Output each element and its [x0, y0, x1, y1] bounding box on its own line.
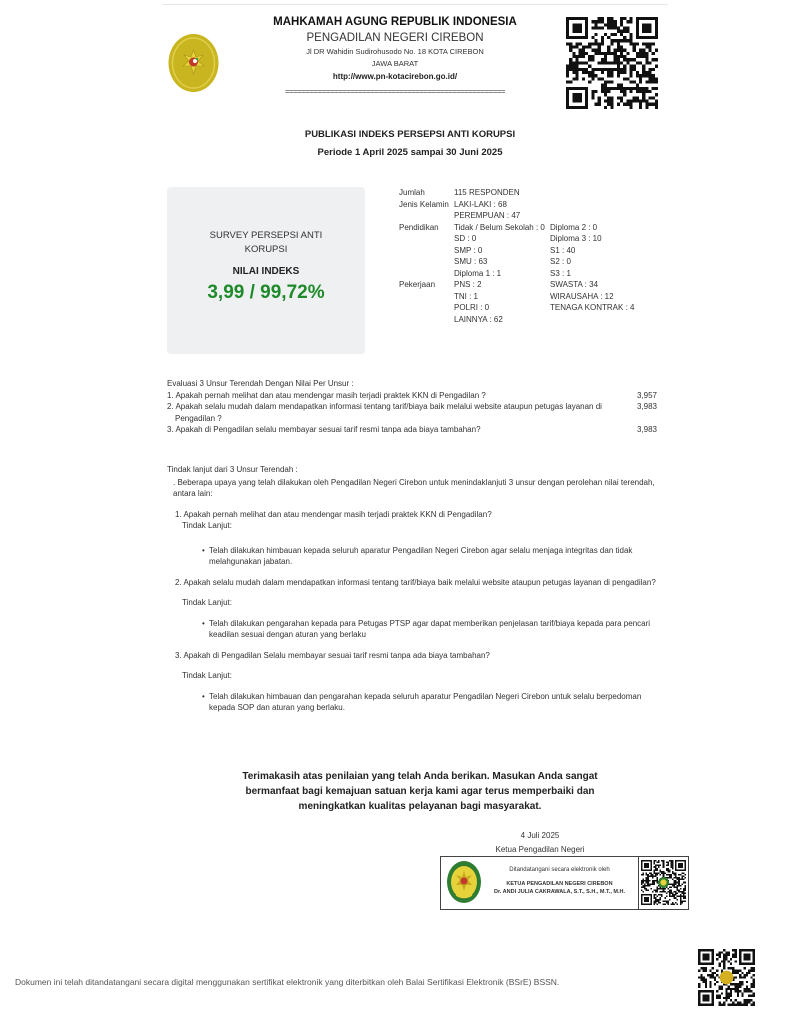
evaluation-item — [167, 390, 657, 402]
job-value: PNS : 2 — [454, 280, 482, 289]
court-website-link[interactable]: http://www.pn-kotacirebon.go.id/ — [332, 72, 458, 81]
education-value: S1 : 40 — [550, 245, 576, 255]
job-value: TNI : 1 — [454, 291, 479, 301]
education-value: SMP : 0 — [454, 245, 483, 255]
follow-up-action — [167, 618, 657, 641]
evaluation-section — [167, 378, 657, 436]
evaluation-heading: Evaluasi 3 Unsur Terendah Dengan Nilai Per Unsur : — [167, 379, 354, 388]
electronic-signature-box — [440, 856, 689, 910]
jumlah-label: Jumlah — [399, 188, 425, 197]
signer-title: KETUA PENGADILAN NEGERI CIREBON — [506, 881, 613, 887]
job-label: Pekerjaan — [399, 280, 436, 289]
education-value: Diploma 3 : 10 — [550, 234, 602, 243]
follow-up-question: 3. Apakah di Pengadilan Selalu membayar sesuai tarif resmi tanpa ada biaya tambahan? — [175, 650, 490, 660]
education-value: Diploma 1 : 1 — [454, 268, 502, 278]
education-value: Tidak / Belum Sekolah : 0 — [454, 222, 545, 232]
index-card-label: SURVEY PERSEPSI ANTI KORUPSI — [209, 230, 323, 255]
education-value: SD : 0 — [454, 234, 477, 243]
letterhead — [240, 15, 550, 98]
qr-code-icon — [566, 17, 658, 109]
job-value: SWASTA : 34 — [550, 280, 599, 289]
court-province: JAWA BARAT — [371, 59, 419, 68]
follow-up-label: Tindak Lanjut: — [182, 598, 232, 607]
education-value: SMU : 63 — [454, 257, 488, 266]
evaluation-score: 3,957 — [636, 390, 657, 400]
court-name: PENGADILAN NEGERI CIREBON — [306, 32, 484, 44]
signature-divider — [638, 857, 639, 909]
job-value: POLRI : 0 — [454, 303, 490, 312]
follow-up-action — [167, 691, 657, 714]
index-card — [167, 187, 365, 354]
digital-signature-footer: Dokumen ini telah ditandatangani secara digital menggunakan sertifikat elektronik yang diterbitkan oleh Balai Sertifikasi Elektronik (BSrE) BSSN. — [15, 977, 560, 987]
institution-name: MAHKAMAH AGUNG REPUBLIK INDONESIA — [273, 16, 517, 28]
follow-up-action-text: Telah dilakukan himbauan kepada seluruh aparatur Pengadilan Negeri Cirebon agar selalu menjaga integritas dan tidak melahgunakan jabatan. — [209, 545, 633, 566]
follow-up-label: Tindak Lanjut: — [182, 521, 232, 530]
signature-position: Ketua Pengadilan Negeri — [495, 845, 585, 854]
follow-up-question: 2. Apakah selalu mudah dalam mendapatkan informasi tentang tarif/biaya baik melalui website ataupun petugas layanan di pengadilan? — [175, 577, 656, 587]
follow-up-action — [167, 545, 657, 568]
bullet-icon: • — [202, 618, 205, 628]
title-main: PUBLIKASI INDEKS PERSEPSI ANTI KORUPSI — [304, 129, 516, 140]
evaluation-score: 3,983 — [636, 402, 657, 411]
thank-you-message: Terimakasih atas penilaian yang telah Anda berikan. Masukan Anda sangat bermanfaat bagi kemajuan satuan kerja kami agar terus memperbaiki dan meningkatkan kualitas pelayanan bagi masyarakat. — [242, 771, 598, 812]
top-border — [163, 4, 668, 5]
follow-up-question: 1. Apakah pernah melihat dan atau mendengar masih terjadi praktek KKN di Pengadilan? — [175, 509, 492, 519]
job-value: LAINNYA : 62 — [454, 314, 503, 324]
education-value: S3 : 1 — [550, 268, 571, 278]
court-address: Jl DR Wahidin Sudirohusodo No. 18 KOTA CIREBON — [306, 47, 484, 56]
signature-qr-code-icon — [641, 860, 686, 905]
follow-up-label: Tindak Lanjut: — [182, 671, 232, 680]
signature-text — [483, 866, 636, 896]
footer-qr-code-icon — [698, 949, 755, 1006]
follow-up-intro: . Beberapa upaya yang telah dilakukan oleh Pengadilan Negeri Cirebon untuk menindaklanjuti 3 unsur dengan perolehan nilai terendah, antara lain: — [173, 477, 655, 498]
education-value: Diploma 2 : 0 — [550, 222, 598, 232]
signed-note: Ditandatangani secara elektronik oleh — [509, 867, 610, 873]
education-label: Pendidikan — [399, 222, 439, 232]
mahkamah-agung-emblem-icon — [168, 33, 219, 93]
evaluation-question: 2. Apakah selalu mudah dalam mendapatkan informasi tentang tarif/biaya baik melalui website ataupun petugas layanan di Pengadilan ? — [167, 402, 602, 423]
evaluation-item — [167, 401, 657, 424]
bullet-icon: • — [202, 691, 205, 701]
gender-value: PEREMPUAN : 47 — [454, 211, 521, 220]
follow-up-action-text: Telah dilakukan pengarahan kepada para Petugas PTSP agar dapat memberikan penjelasan tarif/biaya kepada para pencari keadilan sesuai dengan aturan yang berlaku — [209, 618, 651, 639]
evaluation-score: 3,983 — [636, 425, 657, 434]
index-card-sublabel: NILAI INDEKS — [232, 266, 300, 277]
gender-value: LAKI-LAKI : 68 — [454, 199, 507, 209]
signature-date: 4 Juli 2025 — [520, 831, 560, 840]
follow-up-heading: Tindak lanjut dari 3 Unsur Terendah : — [167, 465, 298, 474]
jumlah-value: 115 RESPONDEN — [454, 188, 520, 197]
signature-date-block — [440, 829, 640, 857]
follow-up-action-text: Telah dilakukan himbauan dan pengarahan kepada seluruh aparatur Pengadilan Negeri Cirebon untuk selalu berpedoman kepada SOP dan aturan yang berlaku. — [209, 691, 642, 712]
evaluation-question: 3. Apakah di Pengadilan selalu membayar sesuai tarif resmi tanpa ada biaya tambahan? — [167, 425, 481, 434]
court-seal-icon — [446, 860, 482, 904]
job-value: WIRAUSAHA : 12 — [550, 291, 614, 301]
bullet-icon: • — [202, 545, 205, 555]
document-title — [160, 126, 660, 162]
header-separator: ====================================================== — [285, 87, 505, 96]
evaluation-question: 1. Apakah pernah melihat dan atau mendengar masih terjadi praktek KKN di Pengadilan ? — [167, 390, 486, 400]
follow-up-section — [167, 464, 657, 714]
job-value: TENAGA KONTRAK : 4 — [550, 303, 635, 312]
signer-name: Dr. ANDI JULIA CAKRAWALA, S.T., S.H., M.T., M.H. — [494, 888, 625, 895]
title-period: Periode 1 April 2025 sampai 30 Juni 2025 — [317, 147, 503, 158]
gender-label: Jenis Kelamin — [399, 199, 449, 209]
evaluation-item — [167, 424, 657, 436]
index-value: 3,99 / 99,72% — [207, 282, 325, 303]
education-value: S2 : 0 — [550, 257, 571, 266]
